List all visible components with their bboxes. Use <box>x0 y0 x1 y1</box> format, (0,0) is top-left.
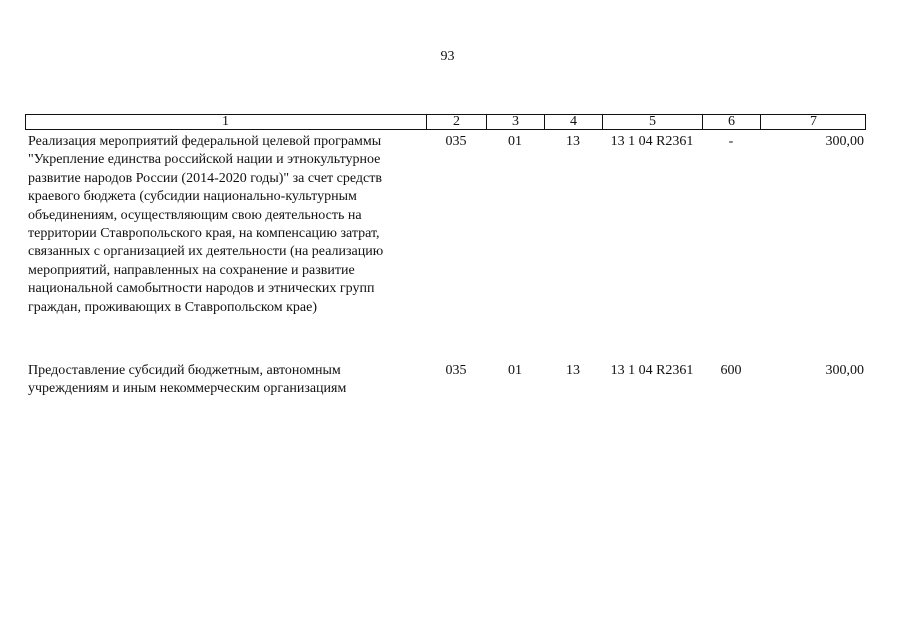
description-line: краевого бюджета (субсидии национально-культурным <box>28 189 357 205</box>
header-col-1: 1 <box>222 114 229 129</box>
description-line: мероприятий, направленных на сохранение и развитие <box>28 262 355 278</box>
header-col-5: 5 <box>602 114 702 130</box>
table-row-1-col-7: 300,00 <box>825 134 864 149</box>
table-row-2-col-6: 600 <box>720 363 742 378</box>
description-line: учреждениям и иным некоммерческим организациям <box>28 381 347 397</box>
header-col-3: 3 <box>486 114 544 130</box>
description-line: объединениям, осуществляющим свою деятельность на <box>28 207 362 223</box>
header-col-4: 4 <box>544 114 602 130</box>
table-row-2-col-4: 13 <box>566 363 580 378</box>
table-row-2-description <box>28 362 423 399</box>
table-row-1-description <box>28 133 423 317</box>
description-line: граждан, проживающих в Ставропольском крае) <box>28 299 317 315</box>
description-line: развитие народов России (2014-2020 годы)" за счет средств <box>28 170 382 186</box>
description-line: связанных с организацией их деятельности (на реализацию <box>28 244 384 260</box>
header-col-2: 2 <box>426 114 486 130</box>
table-row-1-col-6: - <box>728 134 734 149</box>
table-row-2-col-2: 035 <box>445 363 467 378</box>
table-row-1-col-4: 13 <box>566 134 580 149</box>
description-line: Предоставление субсидий бюджетным, автономным <box>28 363 341 378</box>
description-line: "Укрепление единства российской нации и этнокультурное <box>28 152 381 168</box>
description-line: территории Ставропольского края, на компенсацию затрат, <box>28 226 380 242</box>
table-row-1-col-5: 13 1 04 R2361 <box>610 134 694 149</box>
table-row-2-col-5: 13 1 04 R2361 <box>610 363 694 378</box>
table-row-2-col-3: 01 <box>508 363 522 378</box>
table-row-1-col-2: 035 <box>445 134 467 149</box>
table-row-2-col-7: 300,00 <box>825 363 864 378</box>
description-line: национальной самобытности народов и этнических групп <box>28 281 375 297</box>
table-row-1-col-3: 01 <box>508 134 522 149</box>
description-line: Реализация мероприятий федеральной целевой программы <box>28 134 382 149</box>
header-col-7: 7 <box>760 114 866 130</box>
page-number: 93 <box>440 49 455 64</box>
header-col-6: 6 <box>702 114 760 130</box>
